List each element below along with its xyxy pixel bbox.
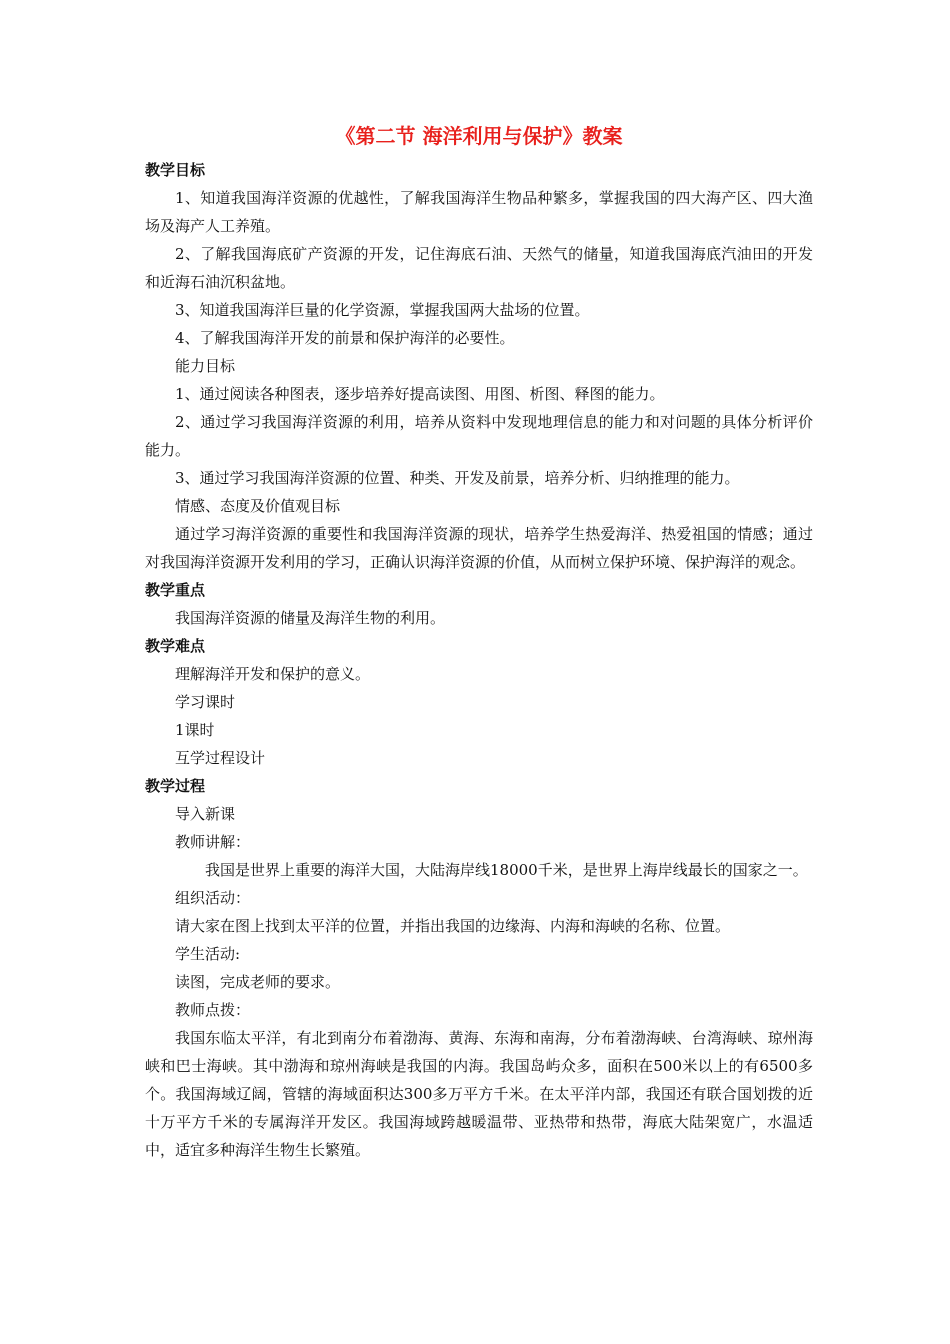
paragraph: 学习课时 (175, 693, 236, 711)
paragraph: 情感、态度及价值观目标 (175, 497, 341, 515)
paragraph: 1课时 (175, 721, 215, 739)
section-heading: 教学重点 (145, 581, 206, 599)
document-body (145, 156, 813, 1164)
paragraph: 教师讲解： (175, 833, 251, 851)
paragraph: 教师点拨： (175, 1001, 251, 1019)
paragraph: 组织活动： (175, 889, 251, 907)
section-heading: 教学目标 (145, 161, 206, 179)
document-page (145, 118, 813, 1164)
paragraph: 1、知道我国海洋资源的优越性，了解我国海洋生物品种繁多，掌握我国的四大海产区、四大渔场及海产人工养殖。 (145, 189, 813, 235)
paragraph: 通过学习海洋资源的重要性和我国海洋资源的现状，培养学生热爱海洋、热爱祖国的情感；通过对我国海洋资源开发利用的学习，正确认识海洋资源的价值，从而树立保护环境、保护海洋的观念。 (145, 525, 813, 571)
paragraph: 我国东临太平洋，有北到南分布着渤海、黄海、东海和南海，分布着渤海峡、台湾海峡、琼州海峡和巴士海峡。其中渤海和琼州海峡是我国的内海。我国岛屿众多，面积在500米以上的有6500多个。我国海域辽阔，管辖的海域面积达300多万平方千米。在太平洋内部，我国还有联合国划拨的近十万平方千米的专属海洋开发区。我国海域跨越暖温带、亚热带和热带，海底大陆架宽广，水温适中，适宜多种海洋生物生长繁殖。 (145, 1029, 813, 1159)
paragraph: 2、通过学习我国海洋资源的利用，培养从资料中发现地理信息的能力和对问题的具体分析评价能力。 (145, 413, 813, 459)
paragraph: 1、通过阅读各种图表，逐步培养好提高读图、用图、析图、释图的能力。 (175, 385, 665, 403)
document-title: 《第二节 海洋利用与保护》教案 (335, 124, 623, 148)
paragraph: 互学过程设计 (175, 749, 266, 767)
paragraph: 我国是世界上重要的海洋大国，大陆海岸线18000千米，是世界上海岸线最长的国家之一。 (205, 861, 808, 879)
paragraph: 导入新课 (175, 805, 236, 823)
paragraph: 3、知道我国海洋巨量的化学资源，掌握我国两大盐场的位置。 (175, 301, 590, 319)
paragraph: 理解海洋开发和保护的意义。 (175, 665, 371, 683)
paragraph: 3、通过学习我国海洋资源的位置、种类、开发及前景，培养分析、归纳推理的能力。 (175, 469, 740, 487)
section-heading: 教学难点 (145, 637, 206, 655)
paragraph: 读图，完成老师的要求。 (175, 973, 341, 991)
paragraph: 能力目标 (175, 357, 236, 375)
paragraph: 学生活动: (175, 945, 241, 963)
paragraph: 4、了解我国海洋开发的前景和保护海洋的必要性。 (175, 329, 515, 347)
paragraph: 我国海洋资源的储量及海洋生物的利用。 (175, 609, 446, 627)
paragraph: 请大家在图上找到太平洋的位置，并指出我国的边缘海、内海和海峡的名称、位置。 (175, 917, 731, 935)
paragraph: 2、了解我国海底矿产资源的开发，记住海底石油、天然气的储量，知道我国海底汽油田的开发和近海石油沉积盆地。 (145, 245, 813, 291)
section-heading: 教学过程 (145, 777, 206, 795)
